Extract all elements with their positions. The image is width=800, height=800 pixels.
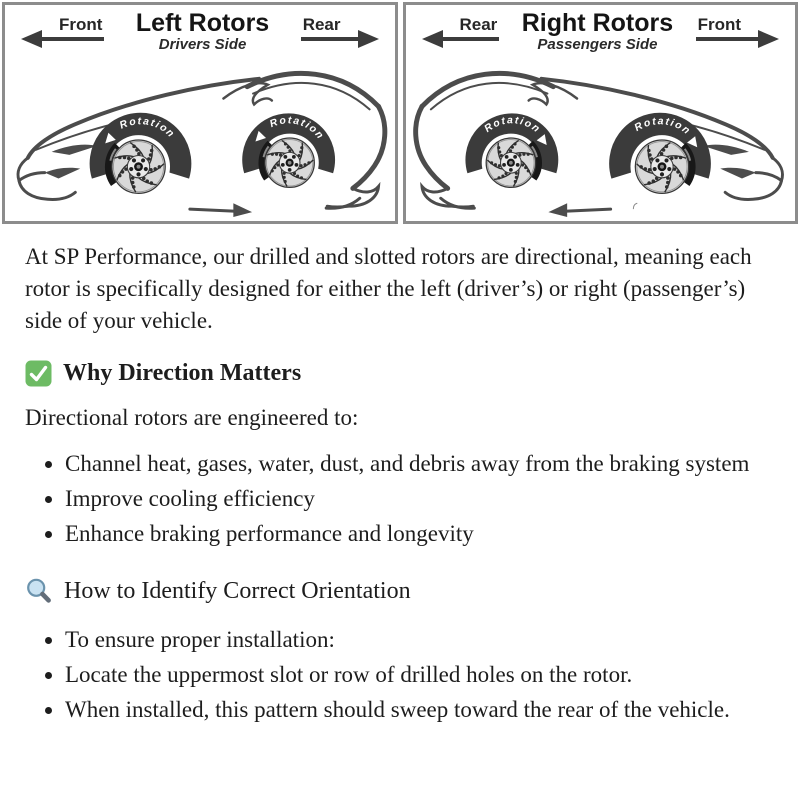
- list-item: • Improve cooling efficiency: [65, 483, 765, 515]
- arrow-shaft: [696, 37, 759, 41]
- check-icon: [25, 360, 52, 387]
- right-panel-header: [406, 5, 796, 61]
- left-arrow-icon: [21, 30, 42, 48]
- car-diagram-right: [406, 61, 796, 221]
- right-rotors-panel: [403, 2, 799, 224]
- left-arrow-icon: [422, 30, 443, 48]
- panel-title: Left Rotors: [135, 9, 270, 37]
- arrow-shaft: [41, 37, 104, 41]
- front-direction-label: [59, 15, 102, 41]
- list-item: • To ensure proper installation:: [65, 624, 765, 656]
- rotor-direction-diagram: [0, 0, 800, 226]
- section-heading-identify: [25, 575, 775, 607]
- benefits-list: [25, 448, 765, 550]
- panel-subtitle: Drivers Side: [158, 36, 247, 53]
- svg-text:Rotation: Rotation: [632, 116, 693, 138]
- list-item: • When installed, this pattern should sweep toward the rear of the vehicle.: [65, 694, 765, 726]
- car-diagram-left: [5, 61, 395, 221]
- magnifier-icon: [25, 577, 53, 605]
- section-title-why: Why Direction Matters: [63, 360, 302, 386]
- section-title-identify: How to Identify Correct Orientation: [64, 578, 411, 604]
- rear-direction-label: [303, 15, 341, 41]
- front-label-text: Front: [697, 15, 741, 34]
- left-rotors-panel: [2, 2, 398, 224]
- front-direction-label: [698, 15, 741, 41]
- intro-paragraph: At SP Performance, our drilled and slotted rotors are directional, meaning each rotor is specifically designed for either the left (driver’s) or right (passenger’s) side of your vehicle.: [25, 244, 752, 333]
- article-body: [0, 241, 800, 726]
- rear-label-text: Rear: [459, 15, 498, 34]
- front-label-text: Front: [59, 15, 103, 34]
- arrow-shaft: [442, 37, 500, 41]
- list-item: • Enhance braking performance and longevity: [65, 518, 765, 550]
- right-arrow-icon: [358, 30, 379, 48]
- list-item: • Channel heat, gases, water, dust, and debris away from the braking system: [65, 448, 765, 480]
- arrow-shaft: [301, 37, 359, 41]
- panel-subtitle: Passengers Side: [537, 36, 658, 53]
- orientation-list: [25, 624, 765, 726]
- rear-label-text: Rear: [302, 15, 341, 34]
- svg-text:Rotation: Rotation: [482, 115, 542, 136]
- section-heading-why: [25, 357, 775, 389]
- right-arrow-icon: [758, 30, 779, 48]
- panel-title: Right Rotors: [521, 9, 674, 37]
- right-panel-titles: [497, 11, 697, 53]
- left-panel-header: [5, 5, 395, 61]
- list-item: • Locate the uppermost slot or row of drilled holes on the rotor.: [65, 659, 765, 691]
- svg-text:Rotation: Rotation: [118, 116, 177, 141]
- rear-direction-label: [460, 15, 498, 41]
- svg-text:Rotation: Rotation: [268, 115, 326, 143]
- lead-text: Directional rotors are engineered to:: [25, 405, 359, 430]
- left-panel-titles: [102, 11, 302, 53]
